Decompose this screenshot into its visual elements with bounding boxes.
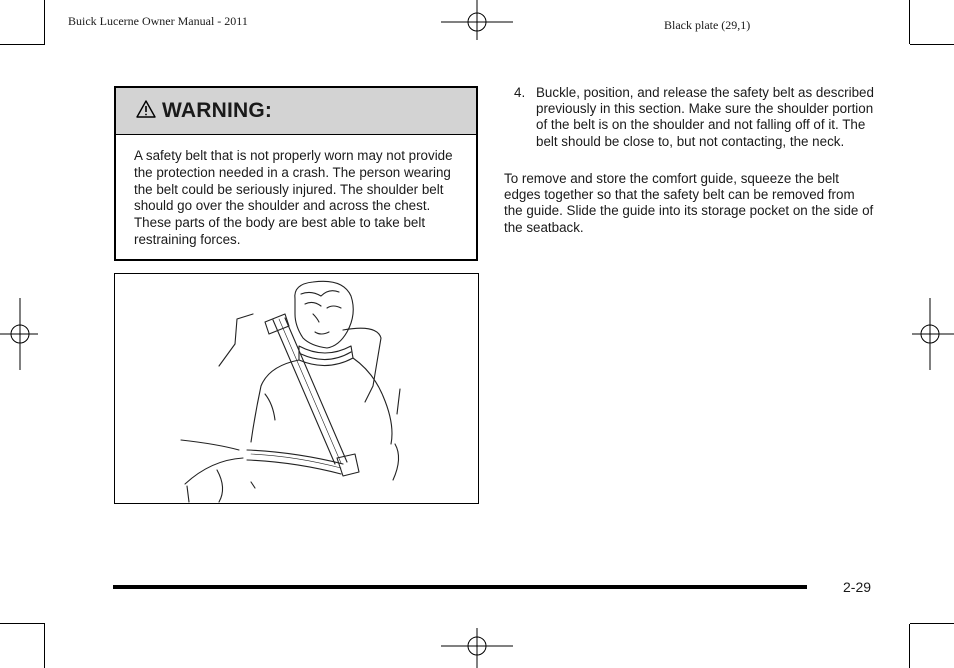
manual-title: Buick Lucerne Owner Manual - 2011 [68,14,248,28]
person-wearing-shoulder-belt-illustration [115,274,478,503]
warning-box [114,86,478,261]
plate-label: Black plate (29,1) [664,18,751,32]
warning-triangle-icon [136,100,162,123]
step-4 [514,85,874,150]
step-text: Buckle, position, and release the safety belt as described previously in this section. Make sure the shoulder portion of the belt is on the shoulder and not falling off of it. The belt should be close to, but not contacting, the neck. [536,85,874,149]
safety-belt-figure [114,273,479,504]
warning-title: WARNING: [162,99,273,122]
page-number: 2-29 [843,579,872,595]
comfort-guide-paragraph: To remove and store the comfort guide, squeeze the belt edges together so that the safety belt can be removed from the guide. Slide the guide into its storage pocket on the side of the seatback. [504,171,874,235]
footer-rule [113,585,807,589]
warning-text: A safety belt that is not properly worn may not provide the protection needed in a crash. The person wearing the belt could be seriously injured. The shoulder belt should go over the shoulder and across the chest. These parts of the body are best able to take belt restraining forces. [134,148,453,247]
step-number: 4. [514,85,526,100]
warning-header [116,88,476,135]
